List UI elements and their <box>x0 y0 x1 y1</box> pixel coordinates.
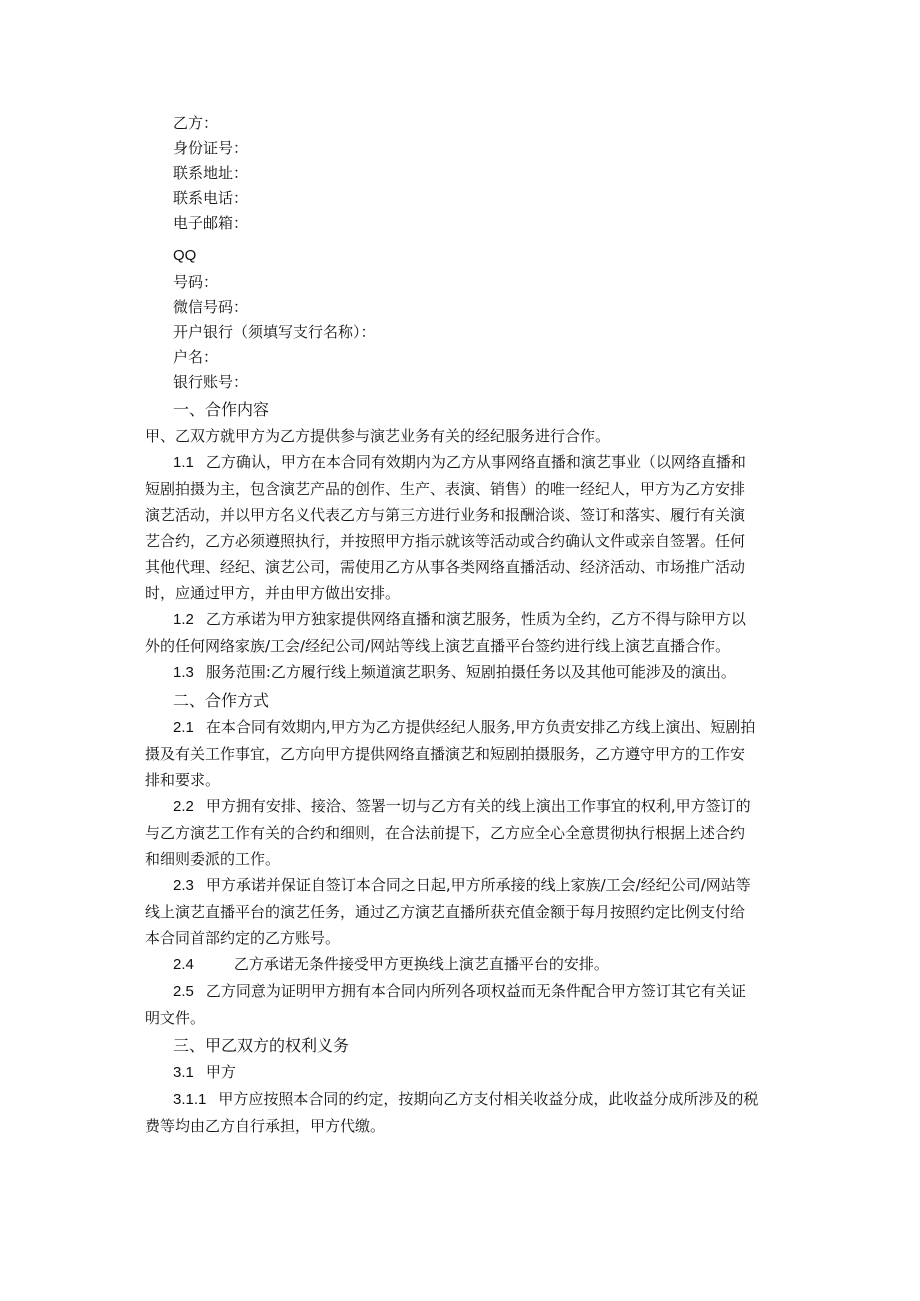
clause-1-2 <box>145 606 759 659</box>
clause-2-1 <box>145 714 759 793</box>
clause-number: 2.1 <box>173 719 194 736</box>
field-address: 联系地址： <box>173 164 249 182</box>
field-account-name: 户名： <box>173 348 219 366</box>
clause-text: 乙方确认，甲方在本合同有效期内为乙方从事网络直播和演艺事业（以网络直播和短剧拍摄为主，包含演艺产品的创作、生产、表演、销售）的唯一经纪人，甲方为乙方安排演艺活动，并以甲方名义代表乙方与第三方进行业务和报酬洽谈、签订和落实、履行有关演艺合约，乙方必须遵照执行，并按照甲方指示就该等活动或合约确认文件或亲自签署。任何其他代理、经纪、演艺公司，需使用乙方从事各类网络直播活动、经济活动、市场推广活动时，应通过甲方，并由甲方做出安排。 <box>145 453 746 602</box>
clause-3-1-1 <box>145 1086 759 1139</box>
section-3-title: 三、甲乙双方的权利义务 <box>173 1036 350 1055</box>
field-bank: 开户银行（须填写支行名称）： <box>173 323 376 341</box>
field-phone: 联系电话： <box>173 189 249 207</box>
clause-text: 乙方承诺无条件接受甲方更换线上演艺直播平台的安排。 <box>233 955 609 973</box>
clause-text: 服务范围:乙方履行线上频道演艺职务、短剧拍摄任务以及其他可能涉及的演出。 <box>205 663 736 681</box>
intro-text: 甲、乙双方就甲方为乙方提供参与演艺业务有关的经纪服务进行合作。 <box>145 427 611 445</box>
field-qq-number: 号码： <box>173 273 219 291</box>
clause-2-3 <box>145 872 759 951</box>
clause-number: 2.3 <box>173 877 194 894</box>
clause-number: 2.2 <box>173 798 194 815</box>
field-party-b: 乙方： <box>173 114 219 132</box>
clause-text: 甲方 <box>205 1063 236 1081</box>
clause-number: 2.5 <box>173 983 194 1000</box>
clause-number: 2.4 <box>173 956 194 973</box>
clause-2-4 <box>145 951 759 978</box>
clause-text: 甲方应按照本合同的约定，按期向乙方支付相关收益分成，此收益分成所涉及的税费等均由乙方自行承担，甲方代缴。 <box>145 1090 759 1135</box>
section-1-title: 一、合作内容 <box>173 400 270 419</box>
field-wechat: 微信号码： <box>173 298 249 316</box>
clause-text: 甲方拥有安排、接洽、签署一切与乙方有关的线上演出工作事宜的权利,甲方签订的与乙方演艺工作有关的合约和细则，在合法前提下，乙方应全心全意贯彻执行根据上述合约和细则委派的工作。 <box>145 797 751 868</box>
clause-number: 1.2 <box>173 611 194 628</box>
clause-2-5 <box>145 978 759 1031</box>
field-account-number: 银行账号： <box>173 373 249 391</box>
clause-text: 甲方承诺并保证自签订本合同之日起,甲方所承接的线上家族/工会/经纪公司/网站等线上演艺直播平台的演艺任务，通过乙方演艺直播所获充值金额于每月按照约定比例支付给本合同首部约定的乙方账号。 <box>145 876 751 947</box>
clause-3-1 <box>145 1059 759 1086</box>
clause-number: 1.3 <box>173 664 194 681</box>
contract-body <box>145 111 793 1139</box>
clause-2-2 <box>145 793 759 872</box>
section-2-title: 二、合作方式 <box>173 691 270 710</box>
clause-number: 3.1 <box>173 1064 194 1081</box>
field-email: 电子邮箱： <box>173 214 249 232</box>
clause-text: 乙方同意为证明甲方拥有本合同内所列各项权益而无条件配合甲方签订其它有关证明文件。 <box>145 982 746 1027</box>
clause-number: 3.1.1 <box>173 1091 207 1108</box>
clause-text: 乙方承诺为甲方独家提供网络直播和演艺服务，性质为全约，乙方不得与除甲方以外的任何网络家族/工会/经纪公司/网站等线上演艺直播平台签约进行线上演艺直播合作。 <box>145 610 746 655</box>
clause-1-1 <box>145 449 759 606</box>
clause-1-3 <box>145 659 759 686</box>
clause-text: 在本合同有效期内,甲方为乙方提供经纪人服务,甲方负责安排乙方线上演出、短剧拍摄及有关工作事宜，乙方向甲方提供网络直播演艺和短剧拍摄服务，乙方遵守甲方的工作安排和要求。 <box>145 718 756 789</box>
section-1-intro <box>145 423 759 449</box>
field-qq: QQ <box>173 247 197 264</box>
clause-number: 1.1 <box>173 454 194 471</box>
field-id-number: 身份证号： <box>173 139 249 157</box>
